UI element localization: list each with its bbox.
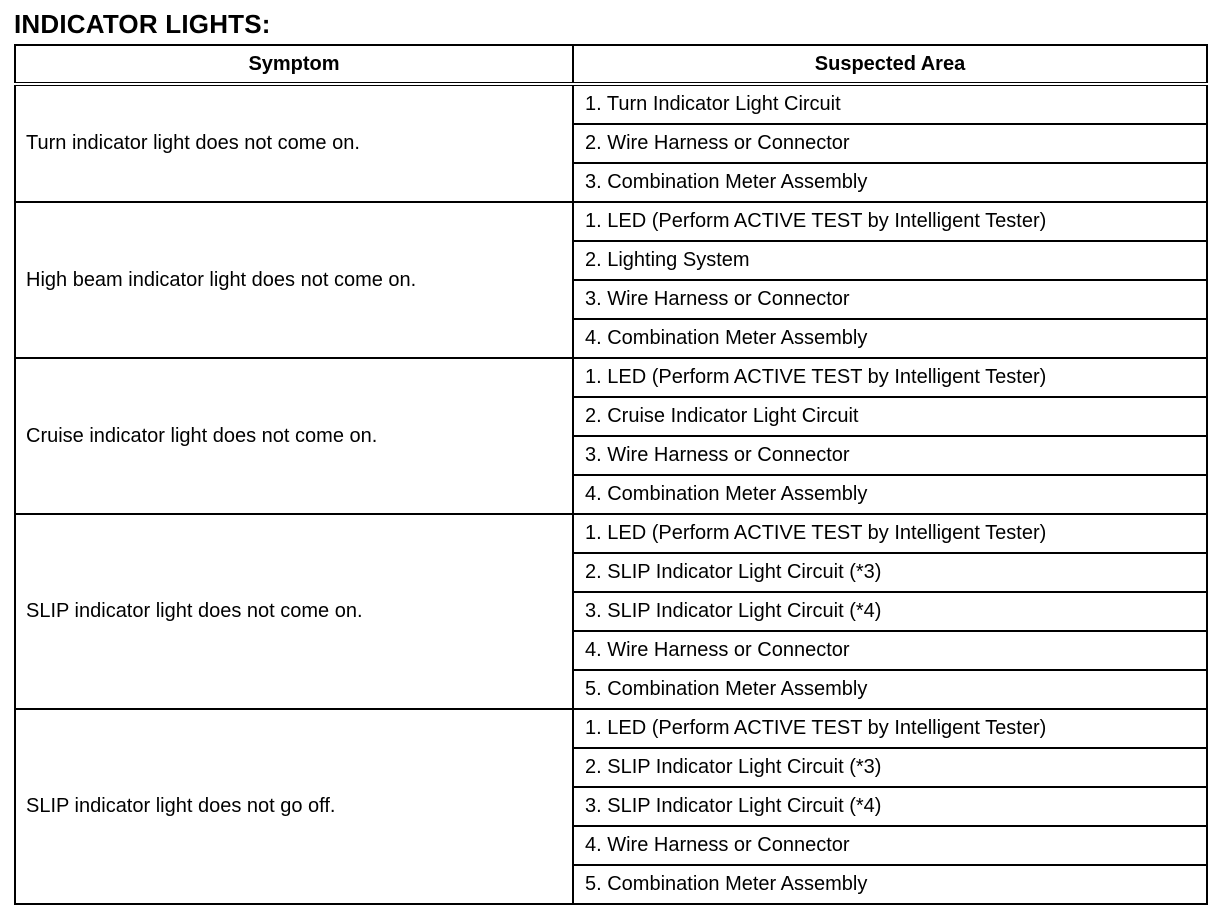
suspected-area-cell: 4. Combination Meter Assembly <box>573 319 1207 358</box>
column-header-suspected-area: Suspected Area <box>573 45 1207 84</box>
page-title: INDICATOR LIGHTS: <box>14 9 271 39</box>
suspected-area-cell: 2. Lighting System <box>573 241 1207 280</box>
symptom-cell: Cruise indicator light does not come on. <box>15 358 573 514</box>
table-body <box>15 84 1207 904</box>
table-row <box>15 358 1207 397</box>
suspected-area-cell: 3. Combination Meter Assembly <box>573 163 1207 202</box>
suspected-area-cell: 3. Wire Harness or Connector <box>573 436 1207 475</box>
symptom-cell: SLIP indicator light does not go off. <box>15 709 573 904</box>
table-row <box>15 84 1207 124</box>
symptom-cell: SLIP indicator light does not come on. <box>15 514 573 709</box>
column-header-symptom: Symptom <box>15 45 573 84</box>
suspected-area-cell: 2. SLIP Indicator Light Circuit (*3) <box>573 553 1207 592</box>
suspected-area-cell: 2. Wire Harness or Connector <box>573 124 1207 163</box>
table-row <box>15 202 1207 241</box>
suspected-area-cell: 4. Combination Meter Assembly <box>573 475 1207 514</box>
suspected-area-cell: 1. Turn Indicator Light Circuit <box>573 84 1207 124</box>
suspected-area-cell: 2. SLIP Indicator Light Circuit (*3) <box>573 748 1207 787</box>
suspected-area-cell: 1. LED (Perform ACTIVE TEST by Intelligent Tester) <box>573 709 1207 748</box>
suspected-area-cell: 3. SLIP Indicator Light Circuit (*4) <box>573 787 1207 826</box>
symptom-cell: Turn indicator light does not come on. <box>15 84 573 202</box>
suspected-area-cell: 1. LED (Perform ACTIVE TEST by Intelligent Tester) <box>573 358 1207 397</box>
suspected-area-cell: 5. Combination Meter Assembly <box>573 865 1207 904</box>
table-row <box>15 709 1207 748</box>
symptom-cell: High beam indicator light does not come on. <box>15 202 573 358</box>
suspected-area-cell: 1. LED (Perform ACTIVE TEST by Intelligent Tester) <box>573 202 1207 241</box>
suspected-area-cell: 5. Combination Meter Assembly <box>573 670 1207 709</box>
symptom-table <box>14 44 1208 905</box>
table-row <box>15 514 1207 553</box>
suspected-area-cell: 2. Cruise Indicator Light Circuit <box>573 397 1207 436</box>
suspected-area-cell: 4. Wire Harness or Connector <box>573 826 1207 865</box>
table-header-row <box>15 45 1207 84</box>
suspected-area-cell: 1. LED (Perform ACTIVE TEST by Intelligent Tester) <box>573 514 1207 553</box>
suspected-area-cell: 3. Wire Harness or Connector <box>573 280 1207 319</box>
suspected-area-cell: 4. Wire Harness or Connector <box>573 631 1207 670</box>
suspected-area-cell: 3. SLIP Indicator Light Circuit (*4) <box>573 592 1207 631</box>
